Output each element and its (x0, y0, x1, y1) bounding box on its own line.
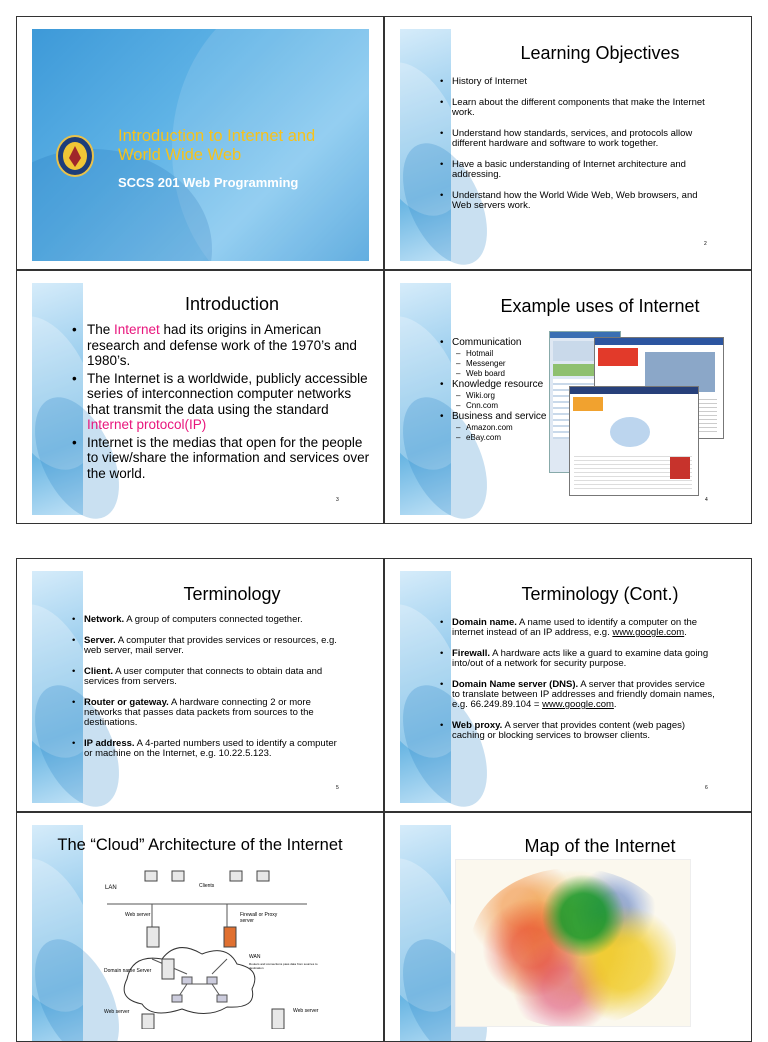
slide-8 (384, 812, 752, 1042)
website-screenshots (549, 331, 724, 501)
diagram-label-clients: Clients (199, 883, 215, 889)
slide-6 (384, 558, 752, 812)
diagram-label-firewall: Firewall or Proxy server (240, 912, 278, 924)
diagram-label-wan: WAN (249, 954, 261, 960)
google-link[interactable]: www.google.com (542, 699, 614, 710)
list-item: • Domain Name server (DNS). A server that provides service to translate between IP addresses and friendly domain names, e.g. 66.249.89.104 = www.google.com. (440, 680, 715, 710)
list-item: • Internet is the medias that open for the people to view/share the information and services over the world. (72, 435, 372, 482)
google-link[interactable]: www.google.com (612, 627, 685, 638)
slide-decoration (32, 825, 83, 1042)
list-item: • Business and service (440, 411, 560, 423)
slide-5 (16, 558, 384, 812)
list-item: • Have a basic understanding of Internet architecture and addressing. (440, 160, 710, 180)
terminology-cont-list (440, 618, 715, 752)
diagram-label-web-server: Web server (125, 912, 151, 918)
slide-1-title: Introduction to Internet and World Wide Web (118, 127, 316, 164)
list-item: • History of Internet (440, 77, 710, 87)
university-seal-icon (55, 134, 95, 178)
list-item: • IP address. A 4-parted numbers used to identify a computer or machine on the Internet, e.g. 10.22.5.123. (72, 739, 347, 759)
slide-decoration (400, 825, 451, 1042)
terminology-list (72, 615, 347, 770)
page-number: 5 (336, 785, 339, 791)
slide-2-title: Learning Objectives (520, 43, 680, 63)
list-item: • Web proxy. A server that provides content (web pages) caching or blocking services to browser clients. (440, 721, 715, 741)
list-item: • Network. A group of computers connected together. (72, 615, 347, 625)
list-item: • Learn about the different components that make the Internet work. (440, 98, 710, 118)
list-item: • The Internet is a worldwide, publicly accessible series of interconnection computer networks that transmit the data using the standard Internet protocol(IP) (72, 371, 372, 433)
slide-4 (384, 270, 752, 524)
cloud-architecture-diagram (87, 859, 337, 1029)
slide-4-title: Example uses of Internet (500, 296, 700, 316)
uses-list: • Communication – Hotmail – Messenger – Web board • Knowledge resource – Wiki.org – Cnn.com • Business and service – Amazon.com – eBay.com (440, 337, 560, 443)
diagram-label-lan: LAN (105, 885, 117, 891)
page-number: 3 (336, 497, 339, 503)
slide-6-title: Terminology (Cont.) (521, 584, 679, 604)
list-item: • Knowledge resource (440, 379, 560, 391)
list-item: • Server. A computer that provides services or resources, e.g. web server, mail server. (72, 636, 347, 656)
slide-3-title: Introduction (184, 294, 280, 314)
list-item: • Understand how the World Wide Web, Web browsers, and Web servers work. (440, 191, 710, 211)
intro-list (72, 322, 372, 483)
list-item: • Communication (440, 337, 560, 349)
page-number: 2 (704, 241, 707, 247)
list-item: • Client. A user computer that connects to obtain data and services from servers. (72, 667, 347, 687)
page-number: 6 (705, 785, 708, 791)
list-item: • Domain name. A name used to identify a computer on the internet instead of an IP address, e.g. www.google.com. (440, 618, 715, 638)
slide-1 (16, 16, 384, 270)
diagram-label-dns: Domain name Server (104, 968, 152, 974)
list-item: • Understand how standards, services, and protocols allow different hardware and software to work together. (440, 129, 710, 149)
list-item: • Firewall. A hardware acts like a guard to examine data going into/out of a network for security purpose. (440, 649, 715, 669)
slide-3 (16, 270, 384, 524)
slide-7 (16, 812, 384, 1042)
list-item: • The Internet had its origins in American research and defense work of the 1970’s and 1980’s. (72, 322, 372, 369)
slide-1-subtitle: SCCS 201 Web Programming (118, 175, 299, 190)
slide-7-title: The “Cloud” Architecture of the Internet (57, 836, 343, 854)
objective-list (440, 77, 710, 222)
list-item: • Router or gateway. A hardware connecting 2 or more networks that passes data packets from sources to the destinations. (72, 698, 347, 728)
slide-2 (384, 16, 752, 270)
internet-map-image (455, 859, 691, 1027)
diagram-label-web-server-2: Web server (104, 1009, 130, 1015)
diagram-label-web-server-3: Web server (293, 1008, 319, 1014)
slide-8-title: Map of the Internet (524, 836, 676, 856)
slide-5-title: Terminology (183, 584, 281, 604)
diagram-label-wan-note: Routers and connections pass data from sources to destination (249, 962, 318, 970)
page-number: 4 (705, 497, 708, 503)
